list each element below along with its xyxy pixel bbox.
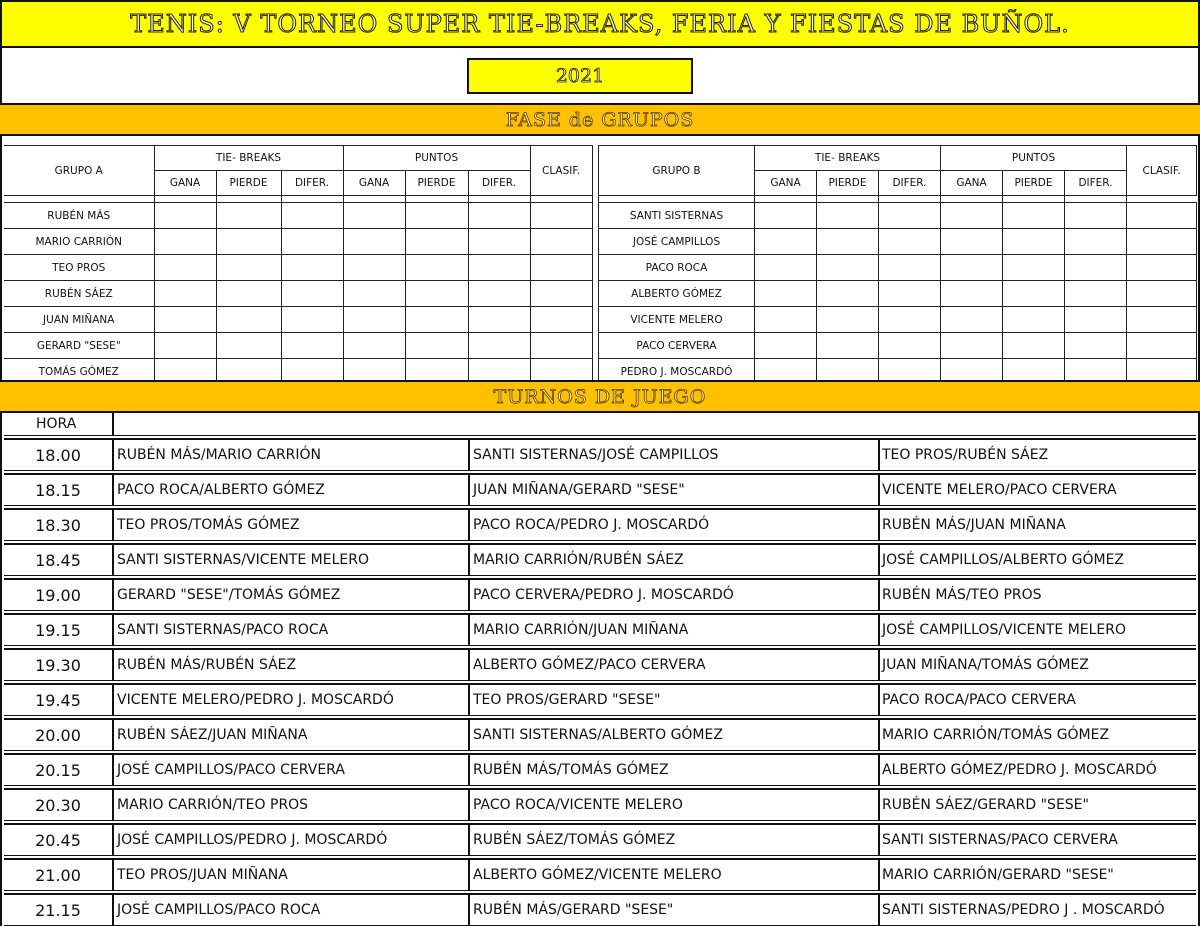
match-time: 21.15 — [4, 895, 114, 925]
player-row — [4, 229, 592, 255]
match-court-1: GERARD "SESE"/TOMÁS GÓMEZ — [114, 580, 470, 610]
player-row — [4, 203, 592, 229]
match-court-2: PACO ROCA/VICENTE MELERO — [470, 790, 880, 820]
match-time: 20.00 — [4, 720, 114, 750]
match-time: 19.30 — [4, 650, 114, 680]
puntos-header: PUNTOS — [343, 146, 530, 171]
gana-header: GANA — [755, 171, 817, 196]
tie-breaks-header: TIE- BREAKS — [755, 146, 941, 171]
player-name: TEO PROS — [4, 255, 154, 281]
schedule-row — [4, 578, 1196, 611]
match-court-2: PACO CERVERA/PEDRO J. MOSCARDÓ — [470, 580, 880, 610]
match-court-1: JOSÉ CAMPILLOS/PACO CERVERA — [114, 755, 470, 785]
match-time: 19.00 — [4, 580, 114, 610]
schedule-row — [4, 613, 1196, 646]
match-court-2: MARIO CARRIÓN/RUBÉN SÁEZ — [470, 545, 880, 575]
match-time: 18.45 — [4, 545, 114, 575]
group-name: GRUPO A — [4, 146, 154, 196]
pierde-header: PIERDE — [817, 171, 879, 196]
match-court-3: RUBÉN MÁS/TEO PROS — [882, 587, 1042, 603]
schedule-row — [4, 543, 1196, 576]
match-court-2: RUBÉN SÁEZ/TOMÁS GÓMEZ — [470, 825, 880, 855]
puntos-header: PUNTOS — [941, 146, 1127, 171]
difer-header: DIFER. — [281, 171, 343, 196]
hora-divider — [4, 435, 1196, 436]
match-court-1: RUBÉN SÁEZ/JUAN MIÑANA — [114, 720, 470, 750]
match-court-2: PACO ROCA/PEDRO J. MOSCARDÓ — [470, 510, 880, 540]
match-court-3: VICENTE MELERO/PACO CERVERA — [882, 482, 1117, 498]
match-court-2: ALBERTO GÓMEZ/PACO CERVERA — [470, 650, 880, 680]
player-name: RUBÉN MÁS — [4, 203, 154, 229]
player-row — [599, 333, 1197, 359]
schedule-row — [4, 788, 1196, 821]
match-court-1: JOSÉ CAMPILLOS/PACO ROCA — [114, 895, 470, 925]
match-court-3: MARIO CARRIÓN/GERARD "SESE" — [882, 867, 1114, 883]
player-row — [4, 255, 592, 281]
match-court-2: ALBERTO GÓMEZ/VICENTE MELERO — [470, 860, 880, 890]
clasif-header: CLASIF. — [1127, 146, 1197, 196]
match-time: 20.30 — [4, 790, 114, 820]
player-name: RUBÉN SÁEZ — [4, 281, 154, 307]
match-court-1: MARIO CARRIÓN/TEO PROS — [114, 790, 470, 820]
schedule-row — [4, 683, 1196, 716]
match-court-3: SANTI SISTERNAS/PEDRO J . MOSCARDÓ — [882, 902, 1165, 918]
group-name: GRUPO B — [599, 146, 755, 196]
player-row — [599, 255, 1197, 281]
match-court-3: PACO ROCA/PACO CERVERA — [882, 692, 1076, 708]
pierde-header: PIERDE — [405, 171, 468, 196]
match-court-2: JUAN MIÑANA/GERARD "SESE" — [470, 475, 880, 505]
match-court-2: MARIO CARRIÓN/JUAN MIÑANA — [470, 615, 880, 645]
page-title: TENIS: V TORNEO SUPER TIE-BREAKS, FERIA Y FIESTAS DE BUÑOL. — [130, 10, 1070, 38]
player-name: GERARD "SESE" — [4, 333, 154, 359]
pierde-header: PIERDE — [1003, 171, 1065, 196]
gana-header: GANA — [343, 171, 405, 196]
groups-section-header: FASE de GRUPOS — [0, 103, 1200, 136]
match-court-1: JOSÉ CAMPILLOS/PEDRO J. MOSCARDÓ — [114, 825, 470, 855]
match-court-3: TEO PROS/RUBÉN SÁEZ — [882, 447, 1049, 463]
gana-header: GANA — [941, 171, 1003, 196]
match-court-3: JUAN MIÑANA/TOMÁS GÓMEZ — [882, 657, 1089, 673]
player-name: ALBERTO GÓMEZ — [599, 281, 755, 307]
schedule-row — [4, 893, 1196, 926]
player-row — [599, 281, 1197, 307]
schedule-row — [4, 648, 1196, 681]
player-row — [599, 229, 1197, 255]
player-name: JOSÉ CAMPILLOS — [599, 229, 755, 255]
match-time: 20.15 — [4, 755, 114, 785]
difer-header: DIFER. — [1065, 171, 1127, 196]
match-time: 18.00 — [4, 440, 114, 470]
match-court-3: SANTI SISTERNAS/PACO CERVERA — [882, 832, 1118, 848]
group-a-table — [4, 145, 593, 385]
player-name: VICENTE MELERO — [599, 307, 755, 333]
match-court-1: PACO ROCA/ALBERTO GÓMEZ — [114, 475, 470, 505]
match-court-1: TEO PROS/JUAN MIÑANA — [114, 860, 470, 890]
player-row — [4, 333, 592, 359]
player-name: JUAN MIÑANA — [4, 307, 154, 333]
match-court-2: RUBÉN MÁS/TOMÁS GÓMEZ — [470, 755, 880, 785]
match-court-1: RUBÉN MÁS/MARIO CARRIÓN — [114, 440, 470, 470]
player-row — [599, 203, 1197, 229]
player-name: SANTI SISTERNAS — [599, 203, 755, 229]
pierde-header: PIERDE — [216, 171, 281, 196]
match-time: 21.00 — [4, 860, 114, 890]
player-row — [4, 281, 592, 307]
difer-header: DIFER. — [468, 171, 530, 196]
match-court-1: SANTI SISTERNAS/PACO ROCA — [114, 615, 470, 645]
match-court-1: VICENTE MELERO/PEDRO J. MOSCARDÓ — [114, 685, 470, 715]
match-court-1: TEO PROS/TOMÁS GÓMEZ — [114, 510, 470, 540]
schedule-row — [4, 473, 1196, 506]
match-court-3: RUBÉN SÁEZ/GERARD "SESE" — [882, 797, 1089, 813]
match-court-3: RUBÉN MÁS/JUAN MIÑANA — [882, 517, 1066, 533]
match-court-2: TEO PROS/GERARD "SESE" — [470, 685, 880, 715]
match-time: 20.45 — [4, 825, 114, 855]
player-name: PACO ROCA — [599, 255, 755, 281]
match-time: 18.30 — [4, 510, 114, 540]
match-time: 19.15 — [4, 615, 114, 645]
match-court-1: SANTI SISTERNAS/VICENTE MELERO — [114, 545, 470, 575]
match-court-2: SANTI SISTERNAS/ALBERTO GÓMEZ — [470, 720, 880, 750]
match-court-2: SANTI SISTERNAS/JOSÉ CAMPILLOS — [470, 440, 880, 470]
year-box: 2021 — [467, 58, 693, 94]
schedule-row — [4, 753, 1196, 786]
difer-header: DIFER. — [879, 171, 941, 196]
player-name: TOMÁS GÓMEZ — [4, 359, 154, 385]
match-court-1: RUBÉN MÁS/RUBÉN SÁEZ — [114, 650, 470, 680]
schedule-row — [4, 438, 1196, 471]
hora-header: HORA — [4, 413, 114, 435]
match-time: 18.15 — [4, 475, 114, 505]
player-name: PEDRO J. MOSCARDÓ — [599, 359, 755, 385]
player-name: MARIO CARRIÓN — [4, 229, 154, 255]
group-b-table — [598, 145, 1197, 385]
schedule-row — [4, 858, 1196, 891]
match-court-3: JOSÉ CAMPILLOS/ALBERTO GÓMEZ — [882, 552, 1124, 568]
schedule-row — [4, 508, 1196, 541]
player-row — [4, 307, 592, 333]
schedule-row — [4, 823, 1196, 856]
player-row — [599, 307, 1197, 333]
match-court-3: JOSÉ CAMPILLOS/VICENTE MELERO — [882, 622, 1127, 638]
gana-header: GANA — [154, 171, 216, 196]
match-court-3: ALBERTO GÓMEZ/PEDRO J. MOSCARDÓ — [882, 762, 1157, 778]
schedule-section-header: TURNOS DE JUEGO — [0, 380, 1200, 413]
player-name: PACO CERVERA — [599, 333, 755, 359]
tie-breaks-header: TIE- BREAKS — [154, 146, 343, 171]
clasif-header: CLASIF. — [530, 146, 592, 196]
match-time: 19.45 — [4, 685, 114, 715]
match-court-3: MARIO CARRIÓN/TOMÁS GÓMEZ — [882, 727, 1110, 743]
schedule-row — [4, 718, 1196, 751]
match-court-2: RUBÉN MÁS/GERARD "SESE" — [470, 895, 880, 925]
